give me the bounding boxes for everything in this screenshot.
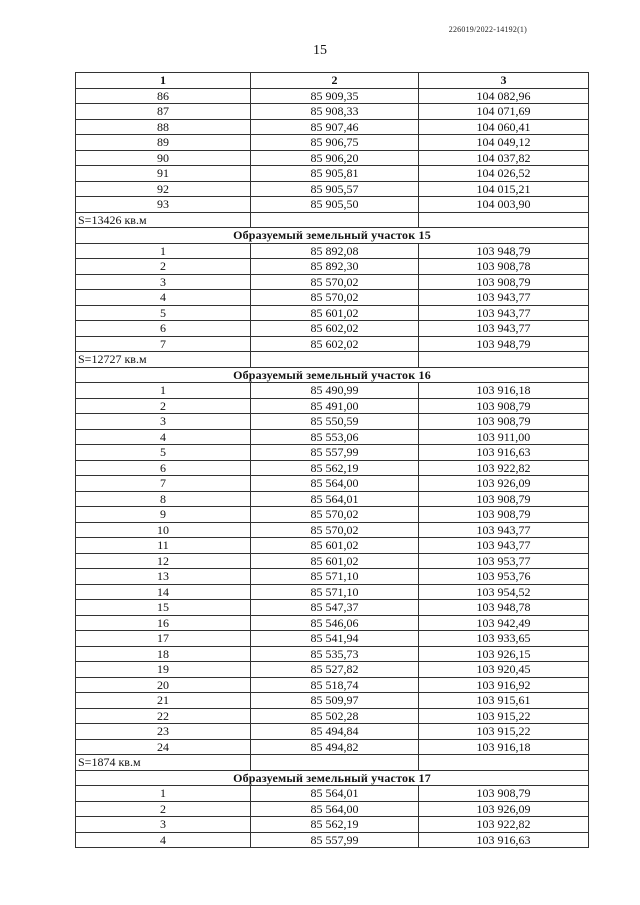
point-number-cell: 6 bbox=[76, 460, 251, 476]
table-row bbox=[76, 321, 589, 337]
point-number-cell: 7 bbox=[76, 476, 251, 492]
y-coordinate-cell: 103 908,79 bbox=[419, 491, 589, 507]
point-number-cell: 8 bbox=[76, 491, 251, 507]
point-number-cell: 93 bbox=[76, 197, 251, 213]
x-coordinate-cell: 85 564,00 bbox=[251, 476, 419, 492]
y-coordinate-cell: 103 926,09 bbox=[419, 801, 589, 817]
table-row bbox=[76, 739, 589, 755]
point-number-cell: 14 bbox=[76, 584, 251, 600]
x-coordinate-cell: 85 562,19 bbox=[251, 460, 419, 476]
table-row bbox=[76, 119, 589, 135]
x-coordinate-cell: 85 546,06 bbox=[251, 615, 419, 631]
y-coordinate-cell: 103 908,79 bbox=[419, 414, 589, 430]
point-number-cell: 2 bbox=[76, 398, 251, 414]
table-row bbox=[76, 631, 589, 647]
x-coordinate-cell: 85 553,06 bbox=[251, 429, 419, 445]
x-coordinate-cell: 85 571,10 bbox=[251, 569, 419, 585]
y-coordinate-cell: 103 954,52 bbox=[419, 584, 589, 600]
y-coordinate-cell: 104 015,21 bbox=[419, 181, 589, 197]
table-row bbox=[76, 491, 589, 507]
x-coordinate-cell: 85 490,99 bbox=[251, 383, 419, 399]
table-row bbox=[76, 553, 589, 569]
point-number-cell: 86 bbox=[76, 88, 251, 104]
y-coordinate-cell: 104 082,96 bbox=[419, 88, 589, 104]
empty-cell bbox=[251, 352, 419, 368]
section-heading: Образуемый земельный участок 16 bbox=[76, 367, 589, 383]
y-coordinate-cell: 104 026,52 bbox=[419, 166, 589, 182]
y-coordinate-cell: 103 943,77 bbox=[419, 305, 589, 321]
point-number-cell: 4 bbox=[76, 290, 251, 306]
table-row bbox=[76, 197, 589, 213]
y-coordinate-cell: 103 916,63 bbox=[419, 832, 589, 848]
table-row bbox=[76, 150, 589, 166]
table-row bbox=[76, 135, 589, 151]
point-number-cell: 3 bbox=[76, 414, 251, 430]
y-coordinate-cell: 103 915,22 bbox=[419, 724, 589, 740]
point-number-cell: 2 bbox=[76, 259, 251, 275]
x-coordinate-cell: 85 564,01 bbox=[251, 786, 419, 802]
point-number-cell: 21 bbox=[76, 693, 251, 709]
x-coordinate-cell: 85 571,10 bbox=[251, 584, 419, 600]
y-coordinate-cell: 103 908,79 bbox=[419, 786, 589, 802]
section-row bbox=[76, 367, 589, 383]
table-row bbox=[76, 429, 589, 445]
x-coordinate-cell: 85 557,99 bbox=[251, 832, 419, 848]
y-coordinate-cell: 103 908,79 bbox=[419, 398, 589, 414]
point-number-cell: 7 bbox=[76, 336, 251, 352]
x-coordinate-cell: 85 601,02 bbox=[251, 553, 419, 569]
point-number-cell: 16 bbox=[76, 615, 251, 631]
x-coordinate-cell: 85 564,00 bbox=[251, 801, 419, 817]
table-row bbox=[76, 615, 589, 631]
document-number: 226019/2022-14192(1) bbox=[448, 25, 527, 34]
table-row bbox=[76, 181, 589, 197]
point-number-cell: 91 bbox=[76, 166, 251, 182]
table-row bbox=[76, 476, 589, 492]
x-coordinate-cell: 85 892,30 bbox=[251, 259, 419, 275]
x-coordinate-cell: 85 562,19 bbox=[251, 817, 419, 833]
table-row bbox=[76, 817, 589, 833]
table-row bbox=[76, 693, 589, 709]
y-coordinate-cell: 104 071,69 bbox=[419, 104, 589, 120]
empty-cell bbox=[419, 212, 589, 228]
x-coordinate-cell: 85 601,02 bbox=[251, 305, 419, 321]
y-coordinate-cell: 103 908,79 bbox=[419, 274, 589, 290]
point-number-cell: 88 bbox=[76, 119, 251, 135]
empty-cell bbox=[251, 212, 419, 228]
area-cell: S=12727 кв.м bbox=[76, 352, 251, 368]
table-body bbox=[76, 88, 589, 848]
point-number-cell: 5 bbox=[76, 445, 251, 461]
section-heading: Образуемый земельный участок 15 bbox=[76, 228, 589, 244]
table-row bbox=[76, 522, 589, 538]
section-row bbox=[76, 228, 589, 244]
y-coordinate-cell: 103 916,18 bbox=[419, 383, 589, 399]
x-coordinate-cell: 85 905,57 bbox=[251, 181, 419, 197]
x-coordinate-cell: 85 550,59 bbox=[251, 414, 419, 430]
point-number-cell: 1 bbox=[76, 383, 251, 399]
y-coordinate-cell: 103 953,76 bbox=[419, 569, 589, 585]
x-coordinate-cell: 85 547,37 bbox=[251, 600, 419, 616]
y-coordinate-cell: 103 908,78 bbox=[419, 259, 589, 275]
coordinates-table bbox=[75, 72, 589, 848]
x-coordinate-cell: 85 570,02 bbox=[251, 274, 419, 290]
x-coordinate-cell: 85 557,99 bbox=[251, 445, 419, 461]
point-number-cell: 6 bbox=[76, 321, 251, 337]
table-row bbox=[76, 290, 589, 306]
x-coordinate-cell: 85 541,94 bbox=[251, 631, 419, 647]
table-row bbox=[76, 832, 589, 848]
x-coordinate-cell: 85 602,02 bbox=[251, 336, 419, 352]
y-coordinate-cell: 103 915,61 bbox=[419, 693, 589, 709]
page-number: 15 bbox=[313, 43, 327, 58]
y-coordinate-cell: 103 943,77 bbox=[419, 522, 589, 538]
table-row bbox=[76, 398, 589, 414]
table-row bbox=[76, 166, 589, 182]
point-number-cell: 90 bbox=[76, 150, 251, 166]
table-row bbox=[76, 305, 589, 321]
x-coordinate-cell: 85 494,84 bbox=[251, 724, 419, 740]
point-number-cell: 19 bbox=[76, 662, 251, 678]
y-coordinate-cell: 104 003,90 bbox=[419, 197, 589, 213]
y-coordinate-cell: 103 926,15 bbox=[419, 646, 589, 662]
y-coordinate-cell: 103 943,77 bbox=[419, 321, 589, 337]
y-coordinate-cell: 103 915,22 bbox=[419, 708, 589, 724]
x-coordinate-cell: 85 570,02 bbox=[251, 507, 419, 523]
y-coordinate-cell: 103 943,77 bbox=[419, 538, 589, 554]
x-coordinate-cell: 85 906,20 bbox=[251, 150, 419, 166]
y-coordinate-cell: 103 916,18 bbox=[419, 739, 589, 755]
y-coordinate-cell: 103 943,77 bbox=[419, 290, 589, 306]
point-number-cell: 1 bbox=[76, 243, 251, 259]
header-row bbox=[76, 73, 589, 89]
table-row bbox=[76, 801, 589, 817]
table-row bbox=[76, 507, 589, 523]
table-row bbox=[76, 584, 589, 600]
table-row bbox=[76, 104, 589, 120]
table-row bbox=[76, 708, 589, 724]
empty-cell bbox=[251, 755, 419, 771]
table-row bbox=[76, 274, 589, 290]
area-row bbox=[76, 352, 589, 368]
y-coordinate-cell: 103 911,00 bbox=[419, 429, 589, 445]
y-coordinate-cell: 103 922,82 bbox=[419, 817, 589, 833]
x-coordinate-cell: 85 564,01 bbox=[251, 491, 419, 507]
x-coordinate-cell: 85 527,82 bbox=[251, 662, 419, 678]
table-header bbox=[76, 73, 589, 89]
y-coordinate-cell: 103 953,77 bbox=[419, 553, 589, 569]
column-header-1: 1 bbox=[76, 73, 251, 89]
table-row bbox=[76, 786, 589, 802]
empty-cell bbox=[419, 352, 589, 368]
table-row bbox=[76, 646, 589, 662]
x-coordinate-cell: 85 905,50 bbox=[251, 197, 419, 213]
point-number-cell: 4 bbox=[76, 832, 251, 848]
table-row bbox=[76, 383, 589, 399]
point-number-cell: 15 bbox=[76, 600, 251, 616]
table-row bbox=[76, 445, 589, 461]
section-heading: Образуемый земельный участок 17 bbox=[76, 770, 589, 786]
x-coordinate-cell: 85 602,02 bbox=[251, 321, 419, 337]
point-number-cell: 18 bbox=[76, 646, 251, 662]
point-number-cell: 12 bbox=[76, 553, 251, 569]
column-header-2: 2 bbox=[251, 73, 419, 89]
y-coordinate-cell: 103 908,79 bbox=[419, 507, 589, 523]
x-coordinate-cell: 85 909,35 bbox=[251, 88, 419, 104]
x-coordinate-cell: 85 491,00 bbox=[251, 398, 419, 414]
y-coordinate-cell: 104 037,82 bbox=[419, 150, 589, 166]
point-number-cell: 22 bbox=[76, 708, 251, 724]
table-row bbox=[76, 88, 589, 104]
table-row bbox=[76, 336, 589, 352]
x-coordinate-cell: 85 570,02 bbox=[251, 522, 419, 538]
x-coordinate-cell: 85 601,02 bbox=[251, 538, 419, 554]
area-cell: S=13426 кв.м bbox=[76, 212, 251, 228]
area-cell: S=1874 кв.м bbox=[76, 755, 251, 771]
y-coordinate-cell: 103 916,92 bbox=[419, 677, 589, 693]
point-number-cell: 11 bbox=[76, 538, 251, 554]
point-number-cell: 89 bbox=[76, 135, 251, 151]
table-row bbox=[76, 662, 589, 678]
y-coordinate-cell: 103 948,79 bbox=[419, 243, 589, 259]
x-coordinate-cell: 85 518,74 bbox=[251, 677, 419, 693]
point-number-cell: 1 bbox=[76, 786, 251, 802]
point-number-cell: 9 bbox=[76, 507, 251, 523]
point-number-cell: 5 bbox=[76, 305, 251, 321]
area-row bbox=[76, 212, 589, 228]
x-coordinate-cell: 85 509,97 bbox=[251, 693, 419, 709]
point-number-cell: 17 bbox=[76, 631, 251, 647]
point-number-cell: 2 bbox=[76, 801, 251, 817]
table-row bbox=[76, 259, 589, 275]
point-number-cell: 10 bbox=[76, 522, 251, 538]
point-number-cell: 20 bbox=[76, 677, 251, 693]
point-number-cell: 87 bbox=[76, 104, 251, 120]
y-coordinate-cell: 103 926,09 bbox=[419, 476, 589, 492]
x-coordinate-cell: 85 892,08 bbox=[251, 243, 419, 259]
point-number-cell: 92 bbox=[76, 181, 251, 197]
y-coordinate-cell: 103 922,82 bbox=[419, 460, 589, 476]
x-coordinate-cell: 85 494,82 bbox=[251, 739, 419, 755]
table-row bbox=[76, 724, 589, 740]
section-row bbox=[76, 770, 589, 786]
table-row bbox=[76, 414, 589, 430]
area-row bbox=[76, 755, 589, 771]
table-row bbox=[76, 460, 589, 476]
point-number-cell: 3 bbox=[76, 817, 251, 833]
x-coordinate-cell: 85 908,33 bbox=[251, 104, 419, 120]
point-number-cell: 4 bbox=[76, 429, 251, 445]
x-coordinate-cell: 85 535,73 bbox=[251, 646, 419, 662]
x-coordinate-cell: 85 907,46 bbox=[251, 119, 419, 135]
table-row bbox=[76, 600, 589, 616]
table-row bbox=[76, 538, 589, 554]
point-number-cell: 3 bbox=[76, 274, 251, 290]
y-coordinate-cell: 103 948,78 bbox=[419, 600, 589, 616]
table-row bbox=[76, 569, 589, 585]
point-number-cell: 13 bbox=[76, 569, 251, 585]
x-coordinate-cell: 85 905,81 bbox=[251, 166, 419, 182]
column-header-3: 3 bbox=[419, 73, 589, 89]
y-coordinate-cell: 104 060,41 bbox=[419, 119, 589, 135]
y-coordinate-cell: 104 049,12 bbox=[419, 135, 589, 151]
y-coordinate-cell: 103 933,65 bbox=[419, 631, 589, 647]
point-number-cell: 24 bbox=[76, 739, 251, 755]
y-coordinate-cell: 103 920,45 bbox=[419, 662, 589, 678]
table-row bbox=[76, 243, 589, 259]
y-coordinate-cell: 103 942,49 bbox=[419, 615, 589, 631]
point-number-cell: 23 bbox=[76, 724, 251, 740]
y-coordinate-cell: 103 948,79 bbox=[419, 336, 589, 352]
x-coordinate-cell: 85 570,02 bbox=[251, 290, 419, 306]
x-coordinate-cell: 85 502,28 bbox=[251, 708, 419, 724]
y-coordinate-cell: 103 916,63 bbox=[419, 445, 589, 461]
x-coordinate-cell: 85 906,75 bbox=[251, 135, 419, 151]
table-row bbox=[76, 677, 589, 693]
empty-cell bbox=[419, 755, 589, 771]
